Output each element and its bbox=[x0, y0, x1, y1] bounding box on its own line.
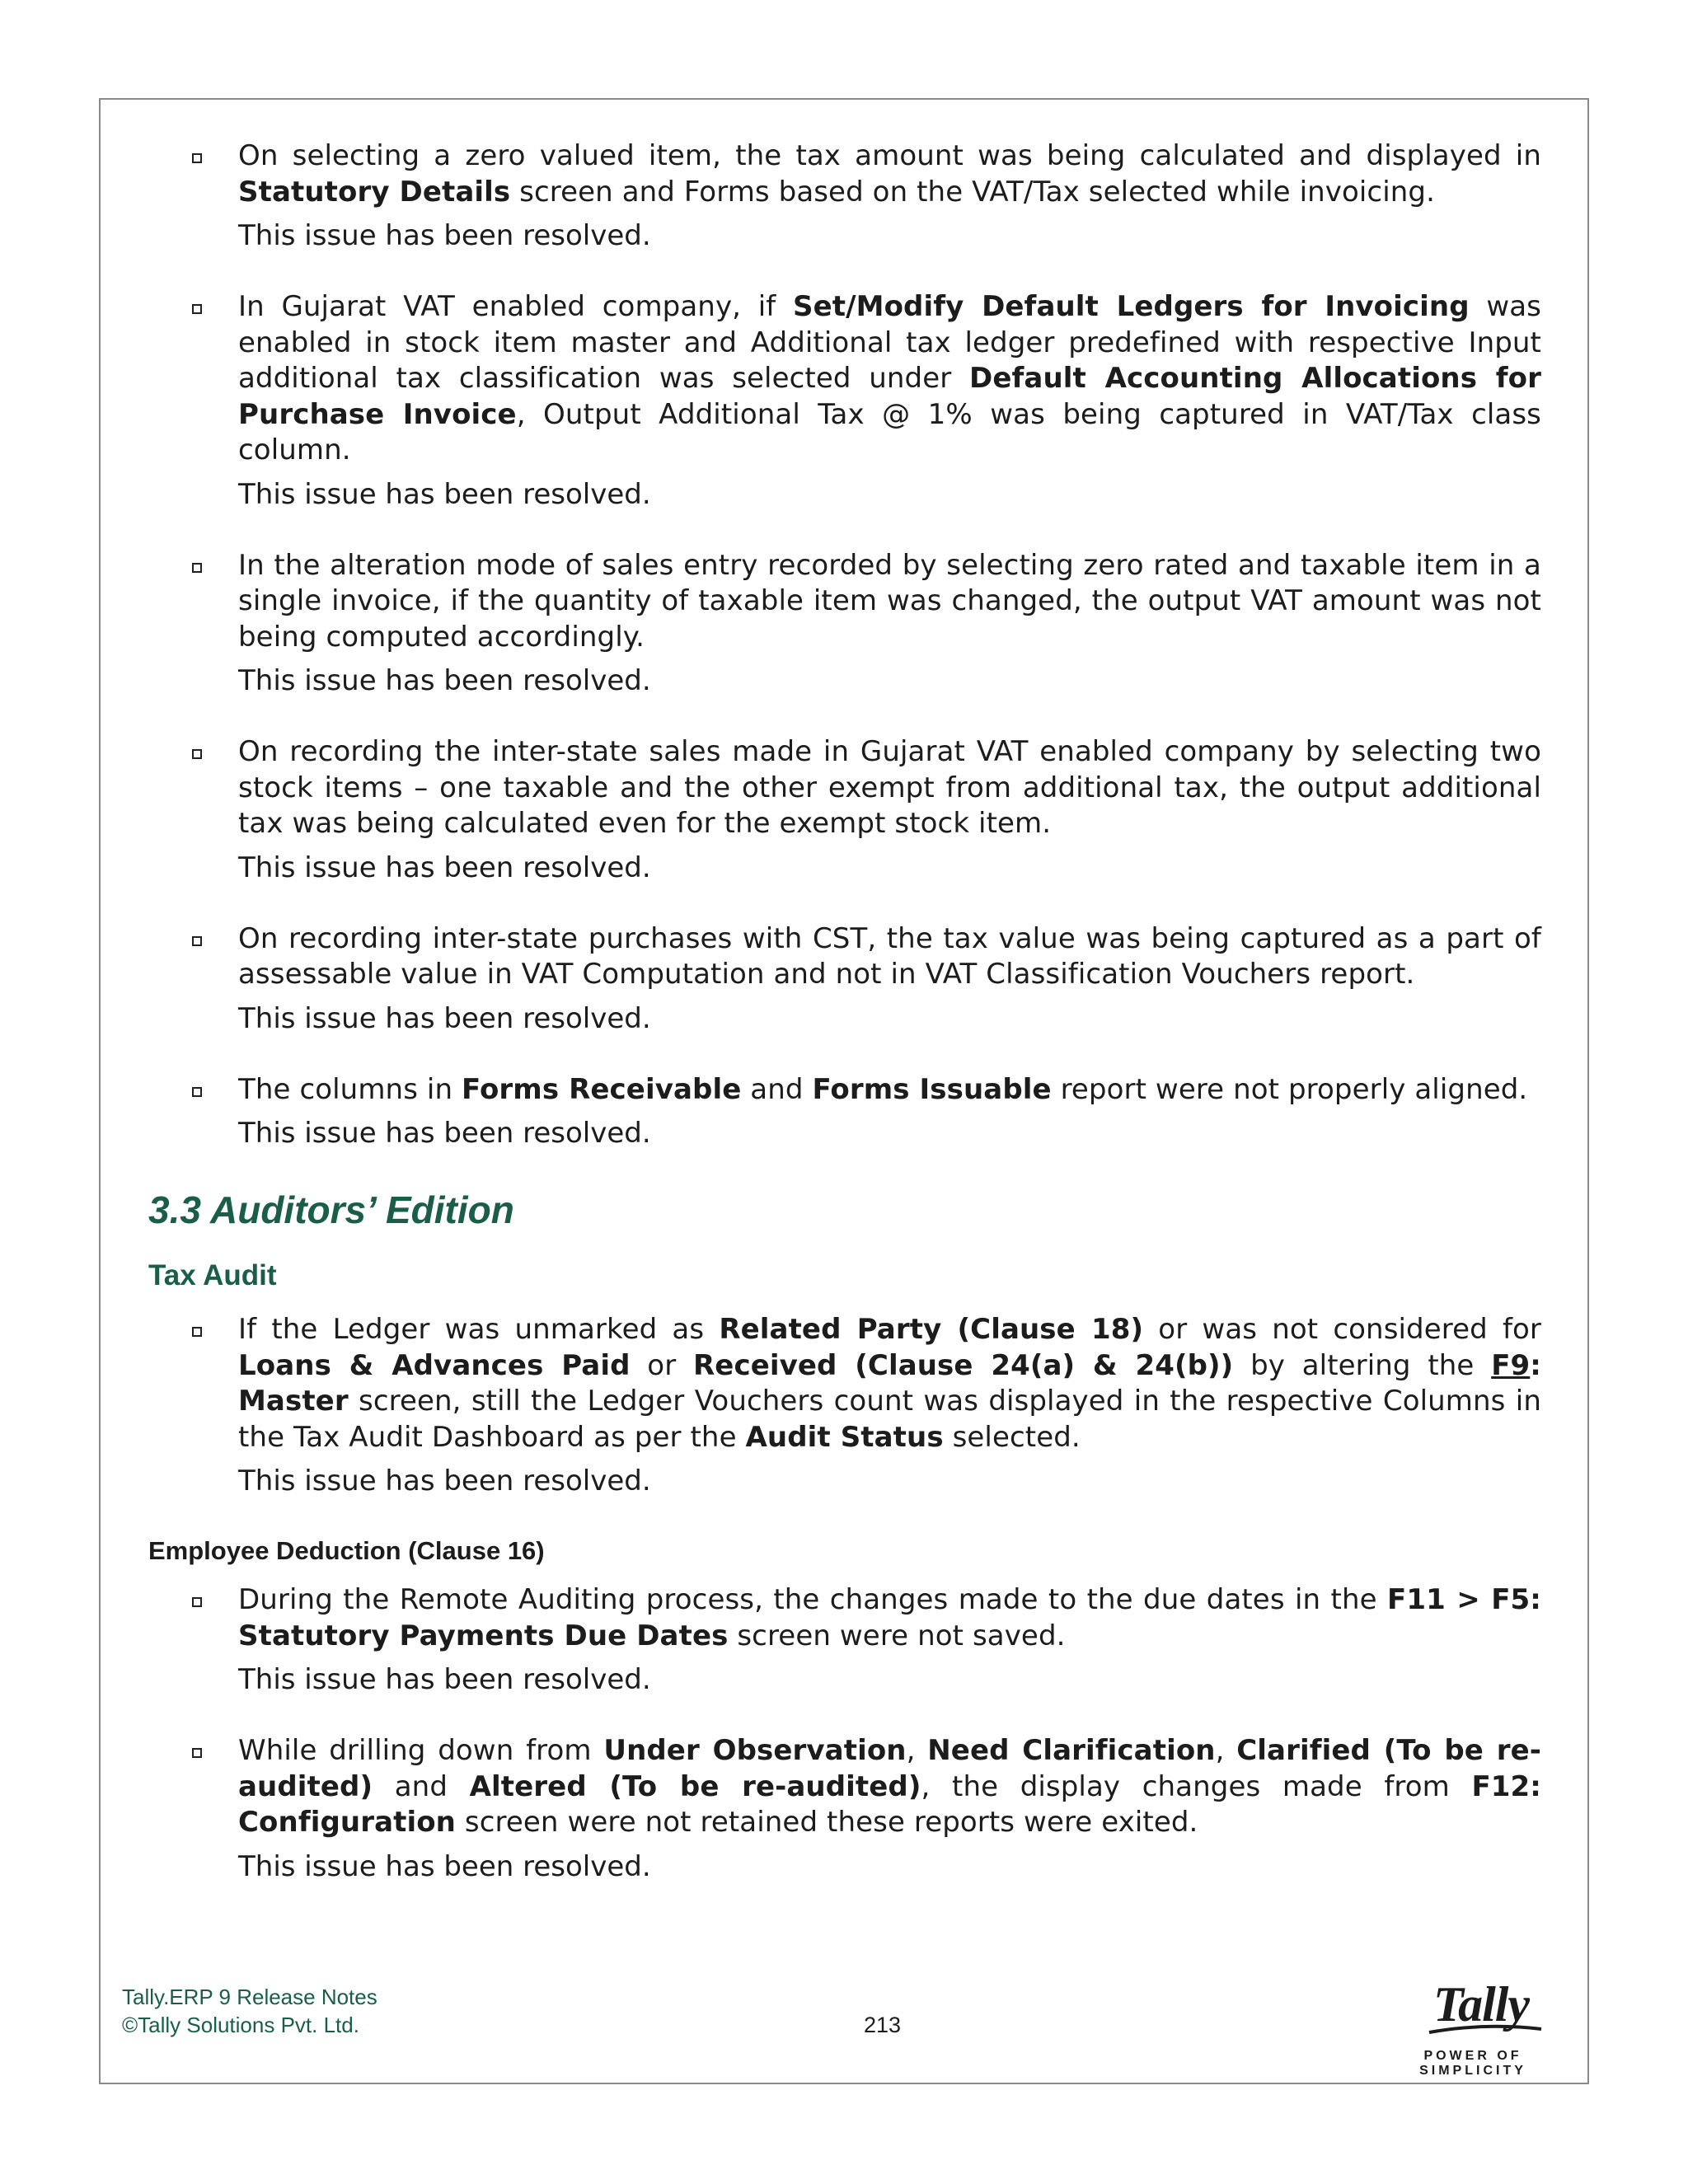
square-bullet-icon bbox=[192, 749, 202, 759]
text-run: If the Ledger was unmarked as bbox=[238, 1313, 720, 1346]
text-run: screen and Forms based on the VAT/Tax selected while invoicing. bbox=[510, 175, 1436, 209]
footer-release-notes: Tally.ERP 9 Release Notes bbox=[122, 1985, 377, 2009]
text-run: screen were not saved. bbox=[728, 1619, 1066, 1652]
list-item bbox=[148, 921, 1541, 1037]
issue-description bbox=[238, 138, 1541, 210]
issue-description bbox=[238, 1733, 1541, 1841]
page-number: 213 bbox=[864, 2013, 902, 2037]
resolved-status: This issue has been resolved. bbox=[238, 664, 651, 697]
bold-term: Altered (To be re-audited) bbox=[469, 1769, 921, 1803]
issue-description bbox=[238, 289, 1541, 469]
footer-copyright: ©Tally Solutions Pvt. Ltd. bbox=[122, 2013, 359, 2037]
square-bullet-icon bbox=[192, 1597, 202, 1607]
text-run: , Output Additional Tax @ 1% was being captured in VAT/Tax class column. bbox=[238, 397, 1541, 466]
text-run: screen, still the Ledger Vouchers count was displayed in the respective Columns in the Tax Audit Dashboard as per the bbox=[238, 1385, 1541, 1454]
text-run: screen were not retained these reports were exited. bbox=[456, 1806, 1198, 1839]
bold-term: Default Accounting Allocations for Purchase Invoice bbox=[238, 362, 1541, 431]
text-run: On recording the inter-state sales made in Gujarat VAT enabled company by selecting two stock items – one taxable and the other exempt from additional tax, the output additional tax was being calculated even for the exempt stock item. bbox=[238, 735, 1541, 840]
bold-term: Need Clarification bbox=[927, 1734, 1216, 1767]
list-item bbox=[148, 548, 1541, 700]
text-run: and bbox=[373, 1769, 470, 1803]
bold-term: Statutory Details bbox=[238, 175, 511, 209]
square-bullet-icon bbox=[192, 153, 202, 163]
bold-term: Forms Receivable bbox=[462, 1072, 742, 1106]
list-item bbox=[148, 1072, 1541, 1152]
subsection-tax-audit: Tax Audit bbox=[148, 1259, 277, 1291]
bold-term: : Master bbox=[238, 1348, 1541, 1418]
text-run: by altering the bbox=[1233, 1348, 1492, 1382]
square-bullet-icon bbox=[192, 563, 202, 573]
square-bullet-icon bbox=[192, 1087, 202, 1097]
text-run: report were not properly aligned. bbox=[1051, 1072, 1528, 1106]
resolved-status: This issue has been resolved. bbox=[238, 851, 651, 884]
issue-description bbox=[238, 1072, 1541, 1108]
bold-term: Clarified (To be re-audited) bbox=[238, 1734, 1541, 1803]
list-item bbox=[148, 1312, 1541, 1499]
issue-description bbox=[238, 1312, 1541, 1455]
text-run: or was not considered for bbox=[1143, 1313, 1541, 1346]
resolved-status: This issue has been resolved. bbox=[238, 219, 651, 252]
issue-description bbox=[238, 548, 1541, 656]
resolved-issues-list-top bbox=[148, 138, 1541, 1151]
tally-logo bbox=[1378, 1976, 1568, 2078]
list-item bbox=[148, 734, 1541, 886]
logo-swash-icon bbox=[1428, 2024, 1543, 2036]
square-bullet-icon bbox=[192, 1748, 202, 1758]
logo-tagline: POWER OF SIMPLICITY bbox=[1419, 2049, 1526, 2078]
list-item bbox=[148, 289, 1541, 513]
resolved-status: This issue has been resolved. bbox=[238, 477, 651, 511]
text-run: The columns in bbox=[238, 1072, 462, 1106]
bold-term: Loans & Advances Paid bbox=[238, 1348, 631, 1382]
list-item bbox=[148, 1582, 1541, 1698]
logo-wordmark: Tally bbox=[1432, 1977, 1530, 2032]
text-run: On recording inter-state purchases with CST, the tax value was being captured as a part of assessable value in VAT Computation and not in VAT Classification Vouchers report. bbox=[238, 921, 1541, 991]
text-run: During the Remote Auditing process, the changes made to the due dates in the bbox=[238, 1583, 1388, 1616]
section-title: 3.3 Auditors’ Edition bbox=[148, 1188, 514, 1231]
text-run: In Gujarat VAT enabled company, if bbox=[238, 290, 794, 323]
square-bullet-icon bbox=[192, 1327, 202, 1337]
tax-audit-issues-list bbox=[148, 1312, 1541, 1499]
square-bullet-icon bbox=[192, 936, 202, 946]
bold-term: F11 > F5: Statutory Payments Due Dates bbox=[238, 1583, 1541, 1652]
bold-term: Set/Modify Default Ledgers for Invoicing bbox=[793, 290, 1470, 323]
list-item bbox=[148, 138, 1541, 254]
bold-term: Under Observation bbox=[603, 1734, 907, 1767]
bold-term: Related Party (Clause 18) bbox=[719, 1313, 1144, 1346]
text-run: was enabled in stock item master and Additional tax ledger predefined with respective Input additional tax classification was selected under bbox=[238, 290, 1541, 395]
employee-deduction-issues-list bbox=[148, 1582, 1541, 1885]
bold-term: Received (Clause 24(a) & 24(b)) bbox=[693, 1348, 1234, 1382]
resolved-status: This issue has been resolved. bbox=[238, 1465, 651, 1497]
resolved-status: This issue has been resolved. bbox=[238, 1849, 651, 1883]
text-run: or bbox=[630, 1348, 694, 1382]
issue-description bbox=[238, 921, 1541, 993]
text-run: On selecting a zero valued item, the tax amount was being calculated and displayed in bbox=[238, 139, 1541, 172]
resolved-status: This issue has been resolved. bbox=[238, 1663, 651, 1696]
text-run: , bbox=[906, 1734, 928, 1767]
text-run: In the alteration mode of sales entry recorded by selecting zero rated and taxable item in a single invoice, if the quantity of taxable item was changed, the output VAT amount was not being computed accordingly. bbox=[238, 548, 1541, 654]
resolved-status: This issue has been resolved. bbox=[238, 1117, 651, 1150]
text-run: , bbox=[1215, 1734, 1237, 1767]
footer-notes bbox=[122, 1983, 377, 2039]
list-item bbox=[148, 1733, 1541, 1885]
text-run: selected. bbox=[943, 1420, 1081, 1454]
text-run: , the display changes made from bbox=[921, 1769, 1472, 1803]
subsection-employee-deduction: Employee Deduction (Clause 16) bbox=[148, 1536, 545, 1565]
text-run: and bbox=[741, 1072, 813, 1106]
bold-term: Audit Status bbox=[745, 1420, 944, 1454]
issue-description bbox=[238, 1582, 1541, 1654]
issue-description bbox=[238, 734, 1541, 842]
page-content bbox=[148, 138, 1541, 1920]
bold-term: F12: Configuration bbox=[238, 1769, 1542, 1839]
bold-term: Forms Issuable bbox=[812, 1072, 1052, 1106]
text-run: While drilling down from bbox=[238, 1734, 604, 1767]
square-bullet-icon bbox=[192, 304, 202, 314]
bold-term: F9 bbox=[1491, 1348, 1531, 1382]
resolved-status: This issue has been resolved. bbox=[238, 1001, 651, 1035]
